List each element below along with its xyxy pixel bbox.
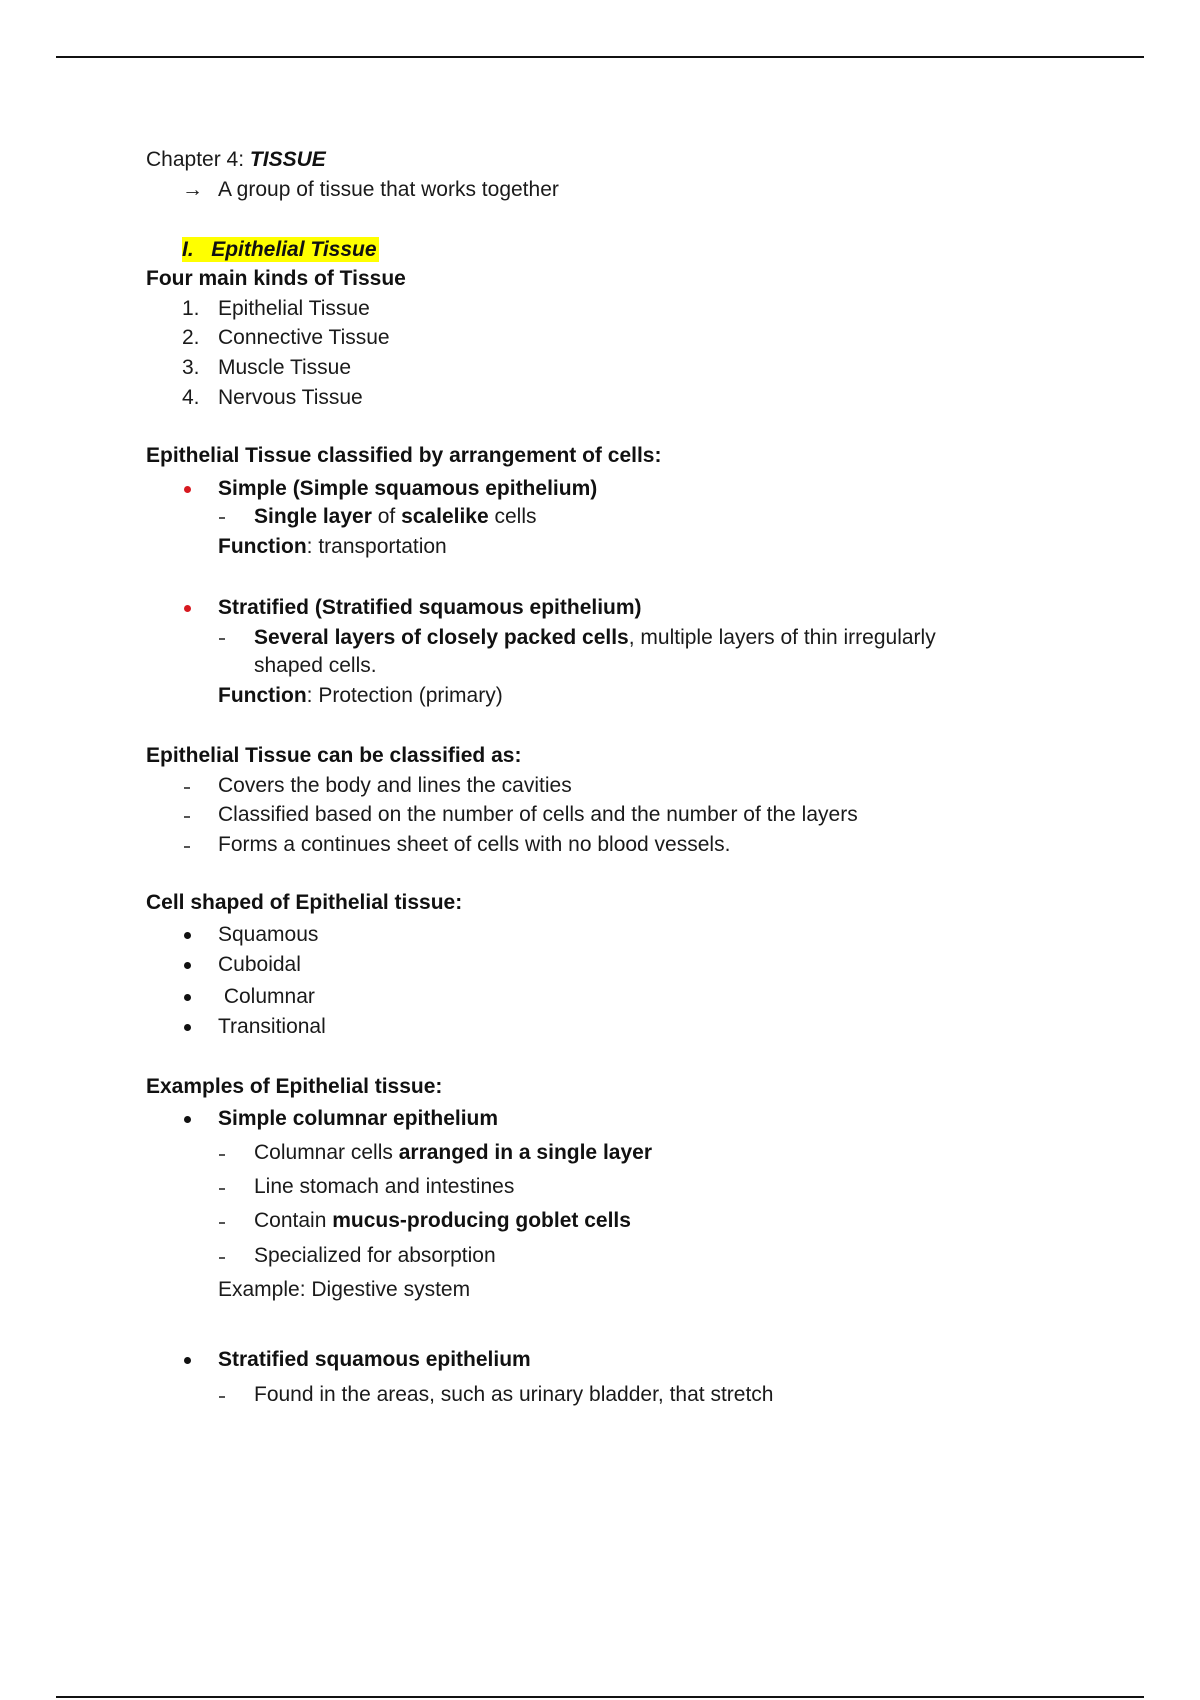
section-numeral: I. Epithelial Tissue <box>182 238 377 261</box>
stratified-detail: Several layers of closely packed cells, multiple layers of thin irregularly <box>254 626 936 649</box>
simple-columnar-title: Simple columnar epithelium <box>218 1107 499 1130</box>
list-item: Nervous Tissue <box>218 386 363 409</box>
list-number: 2. <box>182 326 200 349</box>
list-item: Contain mucus-producing goblet cells <box>254 1209 631 1232</box>
list-item: Epithelial Tissue <box>218 297 370 320</box>
list-item: Transitional <box>218 1015 326 1038</box>
bullet-icon <box>184 1116 191 1123</box>
bullet-icon <box>184 932 191 939</box>
bottom-rule <box>56 1696 1144 1698</box>
bullet-icon <box>184 994 191 1001</box>
list-number: 3. <box>182 356 200 379</box>
list-item: Squamous <box>218 923 319 946</box>
dash-icon <box>219 638 225 640</box>
classified-heading: Epithelial Tissue can be classified as: <box>146 744 522 767</box>
stratified-title: Stratified (Stratified squamous epithelium) <box>218 596 642 619</box>
top-rule <box>56 56 1144 58</box>
dash-icon <box>219 1188 225 1190</box>
example-note: Example: Digestive system <box>218 1278 471 1301</box>
dash-icon <box>219 1154 225 1156</box>
dash-icon <box>219 1257 225 1259</box>
list-item: Forms a continues sheet of cells with no blood vessels. <box>218 833 731 856</box>
list-item: Specialized for absorption <box>254 1244 496 1267</box>
simple-detail: Single layer of scalelike cells <box>254 505 537 528</box>
stratified-function: Function: Protection (primary) <box>218 684 503 707</box>
examples-heading: Examples of Epithelial tissue: <box>146 1075 443 1098</box>
dash-icon <box>184 816 190 818</box>
list-item: Columnar <box>218 985 315 1008</box>
list-number: 1. <box>182 297 200 320</box>
bullet-icon <box>184 1024 191 1031</box>
bullet-icon <box>184 1357 191 1364</box>
cell-shapes-heading: Cell shaped of Epithelial tissue: <box>146 891 463 914</box>
dash-icon <box>219 1396 225 1398</box>
list-item: Covers the body and lines the cavities <box>218 774 572 797</box>
chapter-title <box>146 147 326 173</box>
dash-icon <box>184 787 190 789</box>
simple-title: Simple (Simple squamous epithelium) <box>218 477 598 500</box>
list-item: Muscle Tissue <box>218 356 352 379</box>
bullet-icon <box>184 486 191 493</box>
dash-icon <box>184 846 190 848</box>
list-item: Columnar cells arranged in a single layer <box>254 1141 652 1164</box>
arrow-icon: → <box>182 178 203 201</box>
kinds-heading: Four main kinds of Tissue <box>146 267 406 290</box>
chapter-name: TISSUE <box>249 148 326 171</box>
chapter-prefix: Chapter 4: <box>146 148 245 171</box>
list-number: 4. <box>182 386 200 409</box>
bullet-icon <box>184 962 191 969</box>
section-heading <box>182 237 379 263</box>
list-item: Found in the areas, such as urinary bladder, that stretch <box>254 1383 774 1406</box>
simple-function: Function: transportation <box>218 535 447 558</box>
list-item: Classified based on the number of cells and the number of the layers <box>218 803 858 826</box>
list-item: Cuboidal <box>218 953 301 976</box>
bullet-icon <box>184 605 191 612</box>
dash-icon <box>219 517 225 519</box>
stratified-detail-cont: shaped cells. <box>254 654 377 677</box>
chapter-definition: A group of tissue that works together <box>218 178 559 201</box>
list-item: Connective Tissue <box>218 326 390 349</box>
dash-icon <box>219 1222 225 1224</box>
list-item: Line stomach and intestines <box>254 1175 515 1198</box>
arrangement-heading: Epithelial Tissue classified by arrangement of cells: <box>146 444 662 467</box>
stratified-squamous-title: Stratified squamous epithelium <box>218 1348 531 1371</box>
